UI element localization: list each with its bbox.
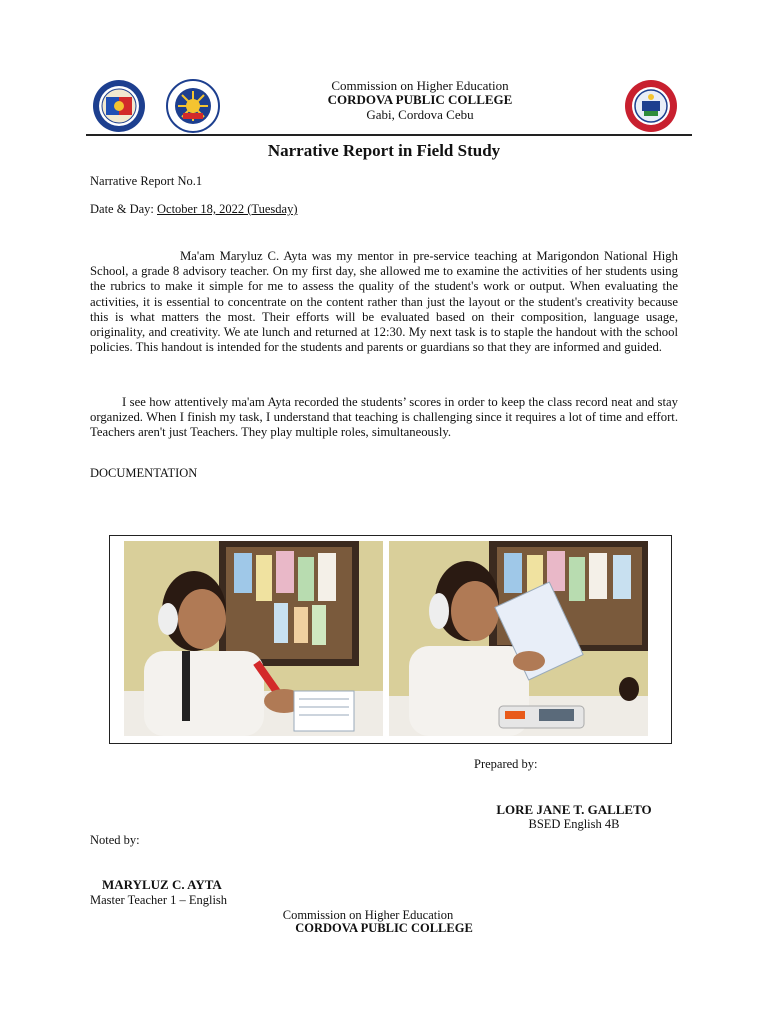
documentation-photo-1 — [124, 541, 383, 736]
mentor-name: MARYLUZ C. AYTA — [102, 877, 222, 892]
header-address: Gabi, Cordova Cebu — [366, 107, 474, 122]
documentation-label: DOCUMENTATION — [90, 466, 198, 480]
header-college-name: CORDOVA PUBLIC COLLEGE — [327, 92, 513, 107]
noted-by-label: Noted by: — [90, 833, 140, 847]
footer-line-1: Commission on Higher Education — [282, 908, 454, 922]
commission-on-higher-education-seal-icon — [166, 79, 220, 133]
narrative-paragraph-2: I see how attentively ma'am Ayta recorded the students’ scores in order to keep the class record neat and stay organized. When I finish my task, I understand that teaching is challenging since it requires a lot of time and effort. Teachers aren't just Teachers. They play multiple roles, simultaneously. — [90, 395, 678, 440]
prepared-by-label: Prepared by: — [474, 757, 538, 771]
date-label: Date & Day: — [90, 202, 157, 216]
footer-college-name: CORDOVA PUBLIC COLLEGE — [295, 921, 473, 935]
report-number: Narrative Report No.1 — [90, 174, 203, 188]
header-divider — [86, 134, 692, 136]
mentor-position: Master Teacher 1 – English — [90, 893, 228, 907]
documentation-photos — [109, 535, 672, 744]
preparer-name: LORE JANE T. GALLETO — [496, 802, 652, 817]
preparer-course: BSED English 4B — [528, 817, 620, 831]
date-value: October 18, 2022 (Tuesday) — [157, 202, 298, 216]
header-line-1: Commission on Higher Education — [331, 78, 509, 93]
municipality-of-cordova-seal-icon — [624, 79, 678, 133]
narrative-paragraph-1: Ma'am Maryluz C. Ayta was my mentor in pre-service teaching at Marigondon National High School, a grade 8 advisory teacher. On my first day, she allowed me to examine the activities of her students using the rubrics to make it simple for me to assess the quality of the student's work or output. When evaluating the activities, it is essential to concentrate on the content rather than just the layout or the student's creativity because this is what matters the most. Their efforts will be evaluated based on their composition, language usage, originality, and creativity. We ate lunch and returned at 12:30. My next task is to staple the handout with the school policies. This handout is intended for the students and parents or guardians so that they are informed and guided. — [90, 249, 678, 355]
documentation-photo-2 — [389, 541, 648, 736]
page-title: Narrative Report in Field Study — [267, 141, 501, 160]
cordova-public-college-seal-icon — [92, 79, 146, 133]
date-line — [90, 202, 298, 217]
